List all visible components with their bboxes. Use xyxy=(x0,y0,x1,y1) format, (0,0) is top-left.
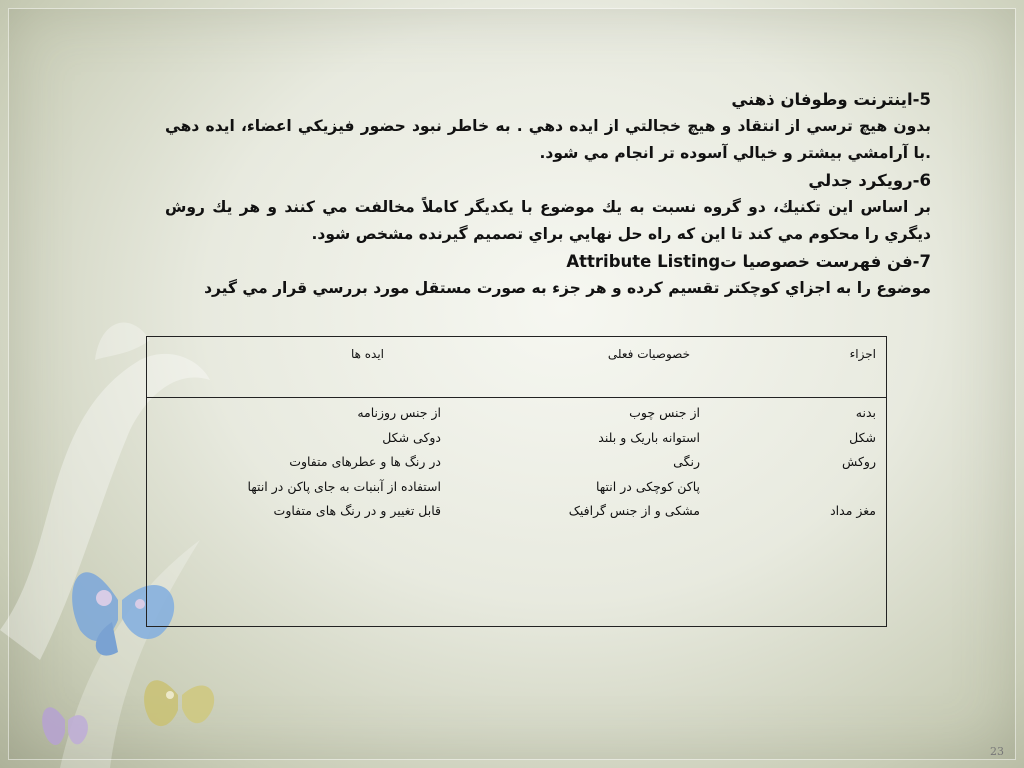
cell-part: روکش xyxy=(842,454,876,469)
cell-attribute: پاکن کوچکی در انتها xyxy=(595,478,700,494)
table-row xyxy=(147,479,886,504)
header-parts: اجزاء xyxy=(849,347,876,361)
cell-attribute: از جنس چوب xyxy=(629,405,700,420)
cell-attribute: استوانه باریک و بلند xyxy=(598,429,700,445)
cell-idea: در رنگ ها و عطرهای متفاوت xyxy=(289,454,441,469)
body-text xyxy=(165,86,931,302)
yellow-butterfly-icon xyxy=(144,680,214,726)
attribute-table xyxy=(146,336,887,627)
header-current-attributes: خصوصیات فعلی xyxy=(607,347,690,361)
section-heading: 6-رويكرد جدلي xyxy=(808,171,931,190)
page-number: 23 xyxy=(990,745,1004,758)
cell-idea: استفاده از آبنبات به جای پاکن در انتها xyxy=(247,478,441,494)
cell-idea: از جنس روزنامه xyxy=(357,405,441,420)
cell-attribute: مشکی و از جنس گرافیک xyxy=(568,503,700,518)
table-row xyxy=(147,454,886,479)
table-row xyxy=(147,503,886,528)
header-ideas: ایده ها xyxy=(350,347,384,361)
table-row xyxy=(147,405,886,430)
cell-attribute: رنگی xyxy=(673,454,700,469)
section-heading: 7-فن فهرست خصوصيا تAttribute Listing xyxy=(566,252,931,271)
cell-part: شکل xyxy=(849,429,876,445)
cell-idea: قابل تغییر و در رنگ های متفاوت xyxy=(273,503,441,518)
cell-idea: دوکی شکل xyxy=(382,429,441,445)
section-paragraph: بر اساس اين تكنيك، دو گروه نسبت به يك موضوع با يكديگر كاملاً مخالفت مي كنند و هر يك روش ديگري را محكوم مي كند تا اين كه راه حل نهايي براي تصميم گيرنده مشخص شود. xyxy=(165,198,931,243)
section-paragraph: بدون هيچ ترسي از انتقاد و هيچ خجالتي از ايده دهي . به خاطر نبود حضور فيزيكي اعضاء، ايده دهي .با آرامشي بيشتر و خيالي آسوده تر انجام مي شود. xyxy=(165,117,931,162)
table-row xyxy=(147,430,886,455)
section-heading: 5-اينترنت وطوفان ذهني xyxy=(731,90,931,109)
section-paragraph: موضوع را به اجزاي كوچكتر تقسيم كرده و هر جزء به صورت مستقل مورد بررسي قرار مي گيرد xyxy=(204,279,931,297)
cell-part: مغز مداد xyxy=(830,503,876,518)
cell-part: بدنه xyxy=(855,405,876,420)
table-body xyxy=(147,405,886,528)
table-header xyxy=(147,337,886,398)
